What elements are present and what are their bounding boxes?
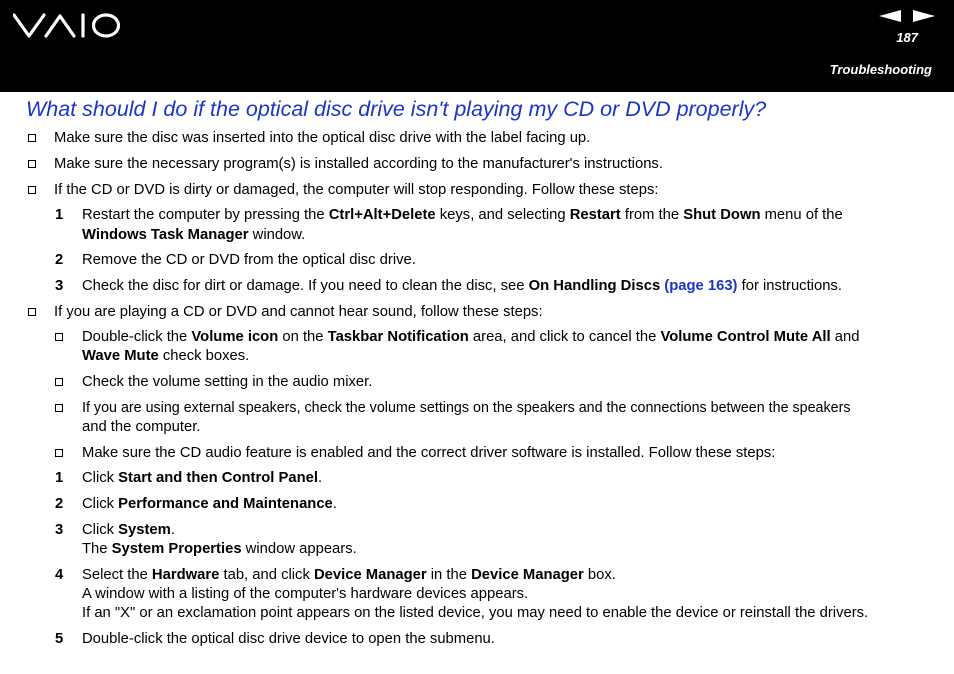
sub-bullet-text-continued: Wave Mute check boxes. bbox=[82, 348, 250, 364]
checkbox-bullet-icon bbox=[55, 333, 63, 341]
step-text-continued: If an "X" or an exclamation point appears on the listed device, you may need to enable the device or reinstall the drivers. bbox=[82, 605, 869, 621]
bullet-text: If the CD or DVD is dirty or damaged, the computer will stop responding. Follow these steps: bbox=[54, 182, 659, 198]
page-number: 187 bbox=[896, 30, 918, 45]
sub-bullet-text-continued: and the computer. bbox=[82, 419, 201, 435]
checkbox-bullet-icon bbox=[28, 308, 36, 316]
next-page-arrow-icon[interactable] bbox=[913, 10, 935, 22]
checkbox-bullet-icon bbox=[55, 449, 63, 457]
step-text: Click Start and then Control Panel. bbox=[82, 470, 323, 486]
bullet-text: If you are playing a CD or DVD and cannot hear sound, follow these steps: bbox=[54, 304, 543, 320]
page-header bbox=[0, 0, 954, 92]
section-label: Troubleshooting bbox=[829, 62, 932, 77]
page-163-link[interactable]: (page 163) bbox=[664, 278, 738, 294]
step-number: 4 bbox=[55, 567, 64, 583]
sub-bullet-text: Check the volume setting in the audio mixer. bbox=[82, 374, 373, 390]
checkbox-bullet-icon bbox=[55, 378, 63, 386]
page-title: What should I do if the optical disc drive isn't playing my CD or DVD properly? bbox=[26, 97, 767, 121]
checkbox-bullet-icon bbox=[28, 186, 36, 194]
checkbox-bullet-icon bbox=[28, 160, 36, 168]
step-text: Restart the computer by pressing the Ctrl+Alt+Delete keys, and selecting Restart from the Shut Down menu of the bbox=[82, 207, 843, 223]
bullet-text: Make sure the necessary program(s) is installed according to the manufacturer's instructions. bbox=[54, 156, 663, 172]
bullet-text: Make sure the disc was inserted into the optical disc drive with the label facing up. bbox=[54, 130, 591, 146]
step-text: Remove the CD or DVD from the optical disc drive. bbox=[82, 252, 416, 268]
step-text-continued: A window with a listing of the computer's hardware devices appears. bbox=[82, 586, 529, 602]
step-text: Select the Hardware tab, and click Device Manager in the Device Manager box. bbox=[82, 567, 616, 583]
step-number: 2 bbox=[55, 496, 64, 512]
step-text: Click System. bbox=[82, 522, 175, 538]
checkbox-bullet-icon bbox=[28, 134, 36, 142]
vaio-logo bbox=[13, 12, 121, 40]
checkbox-bullet-icon bbox=[55, 404, 63, 412]
step-number: 1 bbox=[55, 207, 64, 223]
sub-bullet-text: Double-click the Volume icon on the Taskbar Notification area, and click to cancel the Volume Control Mute All and bbox=[82, 329, 860, 345]
step-number: 3 bbox=[55, 522, 64, 538]
previous-page-arrow-icon[interactable] bbox=[879, 10, 901, 22]
step-number: 1 bbox=[55, 470, 64, 486]
step-number: 5 bbox=[55, 631, 64, 647]
step-text-continued: Windows Task Manager window. bbox=[82, 227, 306, 243]
step-text-continued: The System Properties window appears. bbox=[82, 541, 357, 557]
sub-bullet-text: Make sure the CD audio feature is enabled and the correct driver software is installed. Follow these steps: bbox=[82, 445, 776, 461]
step-text: Check the disc for dirt or damage. If you need to clean the disc, see On Handling Discs (page 163) for instructions. bbox=[82, 278, 842, 294]
sub-bullet-text: If you are using external speakers, check the volume settings on the speakers and the connections between the speakers bbox=[82, 400, 851, 416]
step-number: 2 bbox=[55, 252, 64, 268]
step-number: 3 bbox=[55, 278, 64, 294]
step-text: Click Performance and Maintenance. bbox=[82, 496, 337, 512]
step-text: Double-click the optical disc drive device to open the submenu. bbox=[82, 631, 495, 647]
